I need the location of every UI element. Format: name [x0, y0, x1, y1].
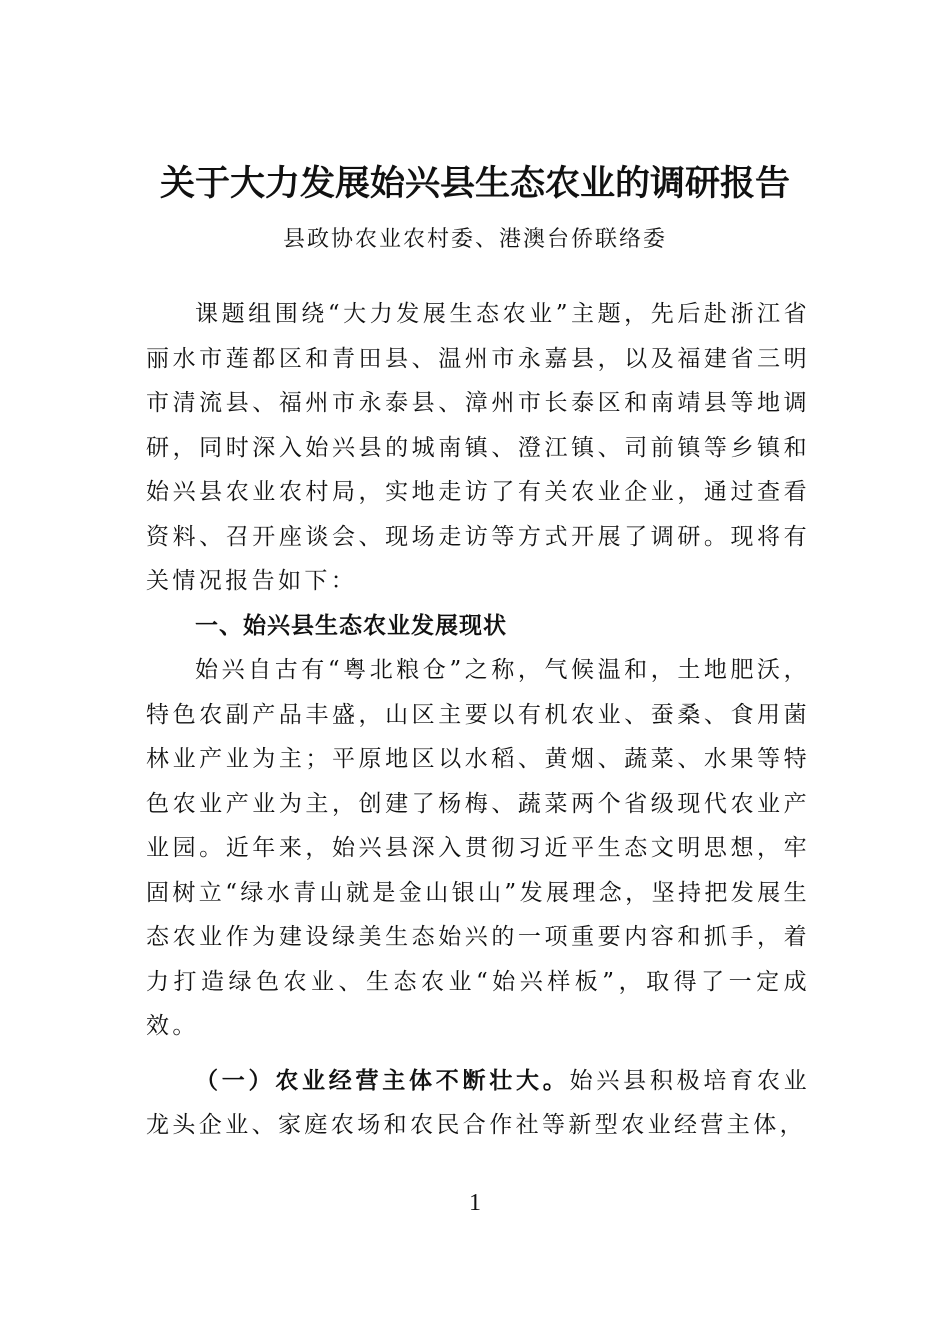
- document-body: [146, 292, 810, 1148]
- intro-paragraph: 课题组围绕“大力发展生态农业”主题，先后赴浙江省丽水市莲都区和青田县、温州市永嘉县，以及福建省三明市清流县、福州市永泰县、漳州市长泰区和南靖县等地调研，同时深入始兴县的城南镇、澄江镇、司前镇等乡镇和始兴县农业农村局，实地走访了有关农业企业，通过查看资料、召开座谈会、现场走访等方式开展了调研。现将有关情况报告如下：: [146, 301, 810, 594]
- subsection-text: 始兴县积极培育农业龙头企业、家庭农场和农民合作社等新型农业经营主体，: [146, 1067, 810, 1138]
- subsection-lead: （一）农业经营主体不断壮大。: [195, 1066, 570, 1094]
- document-title: 关于大力发展始兴县生态农业的调研报告: [159, 163, 790, 204]
- section-heading: 一、始兴县生态农业发展现状: [195, 612, 507, 639]
- page-number: 1: [469, 1190, 481, 1216]
- document-author: 县政协农业农村委、港澳台侨联络委: [282, 227, 667, 252]
- section-paragraph: 始兴自古有“粤北粮仓”之称，气候温和，土地肥沃，特色农副产品丰盛，山区主要以有机农业、蚕桑、食用菌林业产业为主；平原地区以水稻、黄烟、蔬菜、水果等特色农业产业为主，创建了杨梅、蔬菜两个省级现代农业产业园。近年来，始兴县深入贯彻习近平生态文明思想，牢固树立“绿水青山就是金山银山”发展理念，坚持把发展生态农业作为建设绿美生态始兴的一项重要内容和抓手，着力打造绿色农业、生态农业“始兴样板”，取得了一定成效。: [146, 657, 810, 1039]
- subsection-paragraph: [146, 1059, 810, 1148]
